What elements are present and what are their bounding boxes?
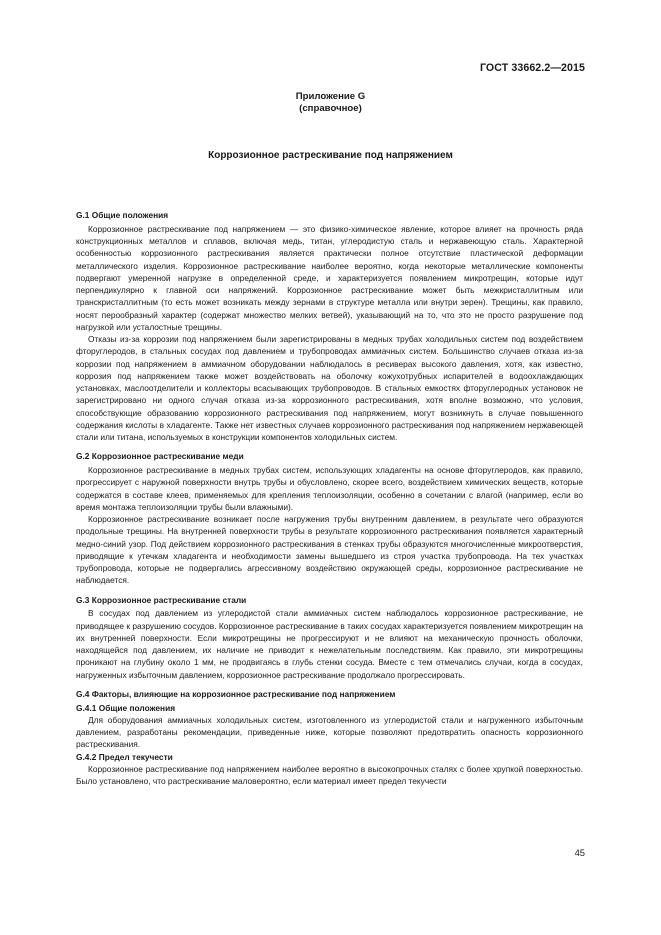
paragraph: Для оборудования аммиачных холодильных систем, изготовленного из углеродистой стали и нагруженного избыточным давлением, разработаны рекомендации, приведенные ниже, которые позволяют предотвратить опасность коррозионного растрескивания. [76,714,583,750]
annex-type: (справочное) [299,103,362,114]
document-body [76,209,583,787]
subsection-heading-g41: G.4.1 Общие положения [76,702,176,713]
subsection-heading-g42: G.4.2 Предел текучести [76,751,173,762]
section-heading-g1: G.1 Общие положения [76,210,169,220]
document-title: Коррозионное растрескивание под напряжением [208,150,453,161]
paragraph: Коррозионное растрескивание под напряжением наиболее вероятно в высокопрочных сталях с более хрупкой поверхностью. Было установлено, что растрескивание маловероятно, если материал имеет предел текучести [76,763,583,786]
section-heading-g4: G.4 Факторы, влияющие на коррозионное растрескивание под напряжением [76,688,396,699]
paragraph: Коррозионное растрескивание под напряжением — это физико-химическое явление, которое влияет на прочность ряда конструкционных металлов и сплавов, включая медь, титан, углеродистую сталь и нержавеющую сталь. Характерной особенностью коррозионного растрескивания является практически полное отсутствие пластической деформации металлического изделия. Коррозионное растрескивание наиболее вероятно, когда некоторые металлические компоненты подвергают умеренной нагрузке в определенной среде, и характеризуется появлением микротрещин, которые идут перпендикулярно к главной оси напряжений. Коррозионное растрескивание может быть межкристаллитным или транскристаллитным (то есть может возникать между зернами в структуре металла или внутри зерен). Трещины, как правило, носят перообразный характер (содержат множество мелких ветвей), указывающий на то, что это не просто разрушение под нагрузкой или усталостные трещины. [76,223,583,332]
annex-title: Приложение G [295,91,366,102]
section-heading-g3: G.3 Коррозионное растрескивание стали [76,594,247,605]
section-heading-g2: G.2 Коррозионное растрескивание меди [76,451,244,462]
paragraph: Коррозионное растрескивание возникает после нагружения трубы внутренним давлением, в результате чего образуются продольные трещины. На внутренней поверхности трубы в результате коррозионного растрескивания появляется характерный медно-синий узор. Под действием коррозионного растрескивания в стенках трубы образуются многочисленные микроотверстия, приводящие к утечкам хладагента и необходимости замены вышедшего из строя участка трубопровода. На тех участках трубопровода, которые не подвергались агрессивному воздействию окружающей среды, коррозионное растрескивание не наблюдается. [76,514,583,586]
page-number: 45 [574,847,585,858]
paragraph: Отказы из-за коррозии под напряжением были зарегистрированы в медных трубах холодильных систем под воздействием фторуглеродов, в стальных сосудах под давлением и трубопроводах аммиачных систем. Большинство случаев отказа из-за коррозии под напряжением в аммиачном оборудовании наблюдалось в ресиверах высокого давления, хотя, как известно, коррозия под напряжением также может воздействовать на оболочку кожухотрубных испарителей в водоохлаждающих установках, маслоотделители и коллекторы всасывающих трубопроводов. В стальных емкостях фторуглеродных установок не зарегистрировано ни одного случая отказа из-за коррозионного растрескивания, хотя вполне возможно, что условия, способствующие образованию коррозионного растрескивания под напряжением, могут возникнуть в случае повышенного содержания кислоты в хладагенте. Также нет известных случаев коррозионного растрескивания под напряжением нержавеющей стали или титана, используемых в конструкции компонентов холодильных систем. [76,334,583,442]
annex-header [60,91,601,115]
paragraph: Коррозионное растрескивание в медных трубах систем, использующих хладагенты на основе фторуглеродов, как правило, прогрессирует с наружной поверхности внутрь трубы и обусловлено, скорее всего, воздействием химических веществ, которые содержатся в составе клеев, применяемых для крепления теплоизоляции, особенно в сочетании с влагой (например, если во время монтажа теплоизоляции трубы были влажными). [76,465,583,512]
standard-number: ГОСТ 33662.2—2015 [479,62,585,74]
paragraph: В сосудах под давлением из углеродистой стали аммиачных систем наблюдалось коррозионное растрескивание, не приводящее к разрушению сосудов. Коррозионное растрескивание в таких сосудах характеризуется появлением микротрещин на их внутренней поверхности. Если микротрещины не прогрессируют и не влияют на механическую прочность оболочки, находящейся под давлением, их наличие не приводит к нежелательным последствиям. Как правило, эти микротрещины проникают на глубину около 1 мм, не продвигаясь в глубь стенки сосуда. Вместе с тем отмечались случаи, когда в сосудах, нагруженных избыточным давлением, коррозионное растрескивание продолжало прогрессировать. [76,608,583,680]
